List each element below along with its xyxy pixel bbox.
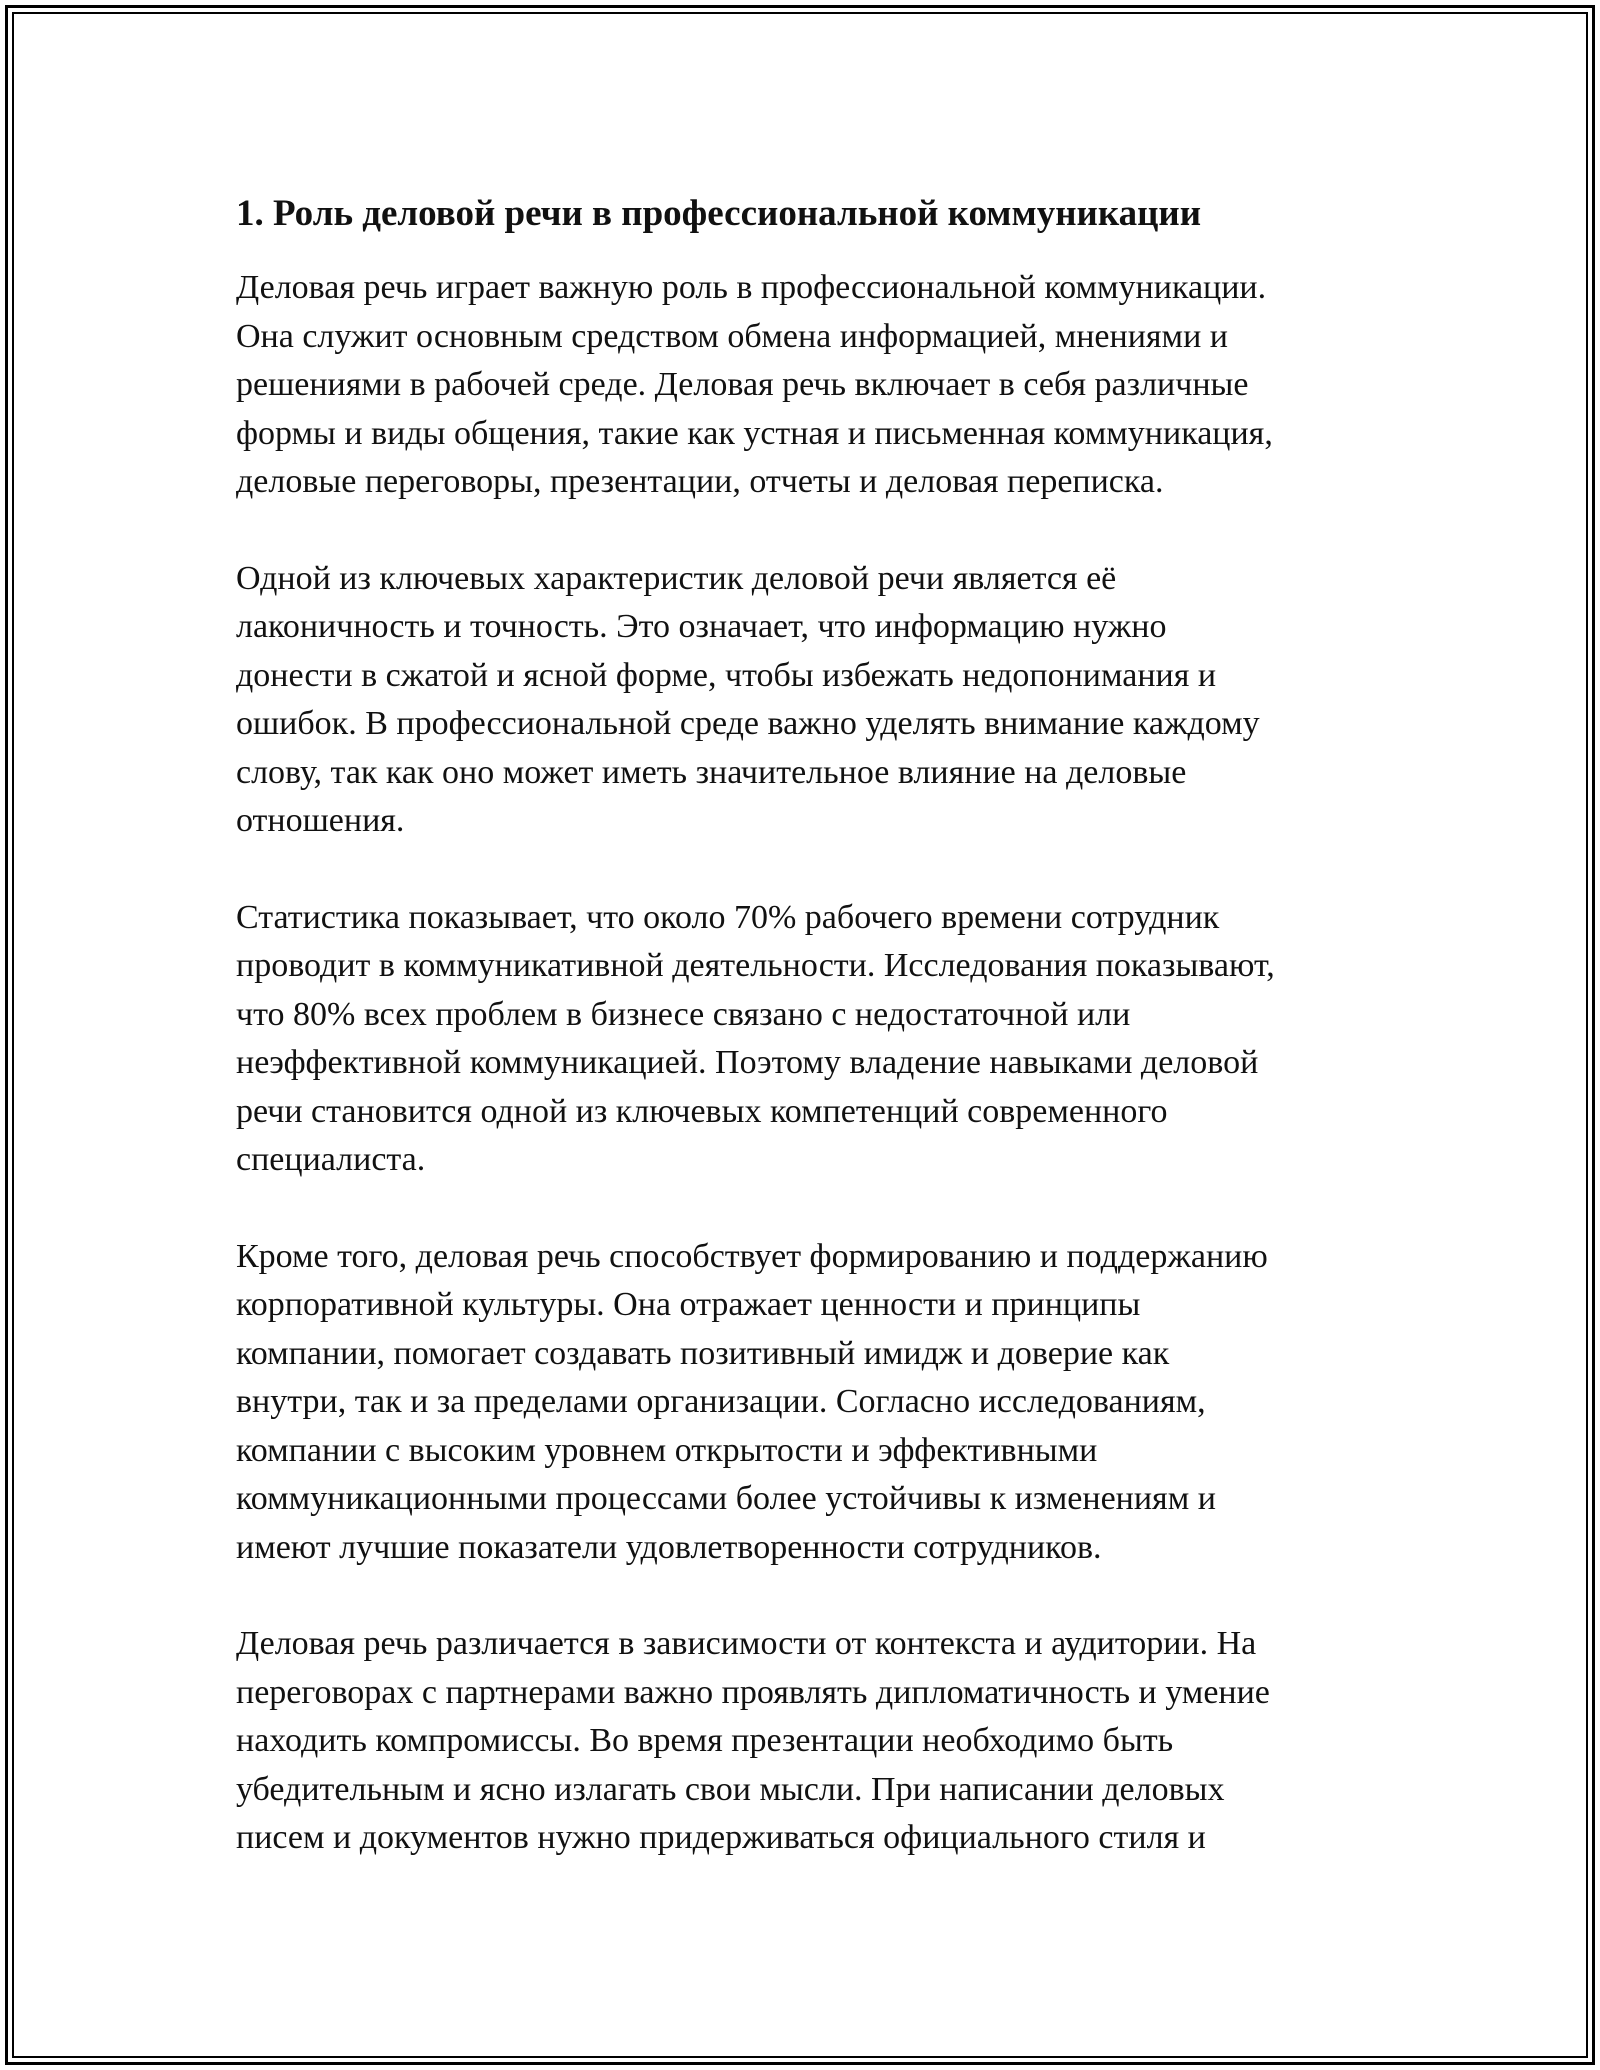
text-line: Деловая речь играет важную роль в профессиональной коммуникации.: [236, 269, 1267, 306]
text-line: Статистика показывает, что около 70% рабочего времени сотрудник: [236, 898, 1220, 936]
text-line: отношения.: [236, 802, 405, 839]
text-line: специалиста.: [236, 1141, 426, 1178]
text-line: находить компромиссы. Во время презентации необходимо быть: [236, 1722, 1174, 1759]
text-line: имеют лучшие показатели удовлетворенности сотрудников.: [236, 1528, 1102, 1566]
text-line: лаконичность и точность. Это означает, что информацию нужно: [236, 608, 1167, 645]
section-heading: 1. Роль деловой речи в профессиональной коммуникации: [236, 193, 1202, 234]
paragraph-context-and-audience: [236, 1620, 1396, 1863]
text-line: формы и виды общения, такие как устная и письменная коммуникация,: [236, 414, 1273, 452]
text-line: внутри, так и за пределами организации. Согласно исследованиям,: [236, 1383, 1206, 1420]
text-line: писем и документов нужно придерживаться официального стиля и: [236, 1819, 1206, 1856]
paragraph-corporate-culture: [236, 1233, 1396, 1573]
text-line: неэффективной коммуникацией. Поэтому владение навыками деловой: [236, 1044, 1259, 1081]
text-line: Деловая речь различается в зависимости от контекста и аудитории. На: [236, 1625, 1257, 1662]
text-line: речи становится одной из ключевых компетенций современного: [236, 1092, 1168, 1130]
text-line: слову, так как оно может иметь значительное влияние на деловые: [236, 753, 1187, 791]
text-line: что 80% всех проблем в бизнесе связано с недостаточной или: [236, 995, 1131, 1033]
document-body: [236, 186, 1396, 1911]
text-line: ошибок. В профессиональной среде важно уделять внимание каждому: [236, 705, 1260, 742]
text-line: корпоративной культуры. Она отражает ценности и принципы: [236, 1286, 1141, 1323]
paragraph-role-of-business-speech: [236, 264, 1396, 507]
text-line: решениями в рабочей среде. Деловая речь включает в себя различные: [236, 366, 1249, 403]
paragraph-conciseness: [236, 555, 1396, 846]
text-line: Кроме того, деловая речь способствует формированию и поддержанию: [236, 1237, 1268, 1275]
text-line: переговорах с партнерами важно проявлять дипломатичность и умение: [236, 1673, 1270, 1711]
paragraph-statistics: [236, 894, 1396, 1185]
text-line: деловые переговоры, презентации, отчеты и деловая переписка.: [236, 463, 1164, 500]
text-line: компании с высоким уровнем открытости и эффективными: [236, 1431, 1098, 1469]
text-line: коммуникационными процессами более устойчивы к изменениям и: [236, 1480, 1216, 1517]
text-line: донести в сжатой и ясной форме, чтобы избежать недопонимания и: [236, 656, 1217, 694]
text-line: компании, помогает создавать позитивный имидж и доверие как: [236, 1334, 1170, 1372]
text-line: проводит в коммуникативной деятельности. Исследования показывают,: [236, 947, 1275, 984]
text-line: убедительным и ясно излагать свои мысли. При написании деловых: [236, 1770, 1225, 1808]
text-line: Она служит основным средством обмена информацией, мнениями и: [236, 317, 1228, 355]
text-line: Одной из ключевых характеристик деловой речи является её: [236, 559, 1117, 597]
